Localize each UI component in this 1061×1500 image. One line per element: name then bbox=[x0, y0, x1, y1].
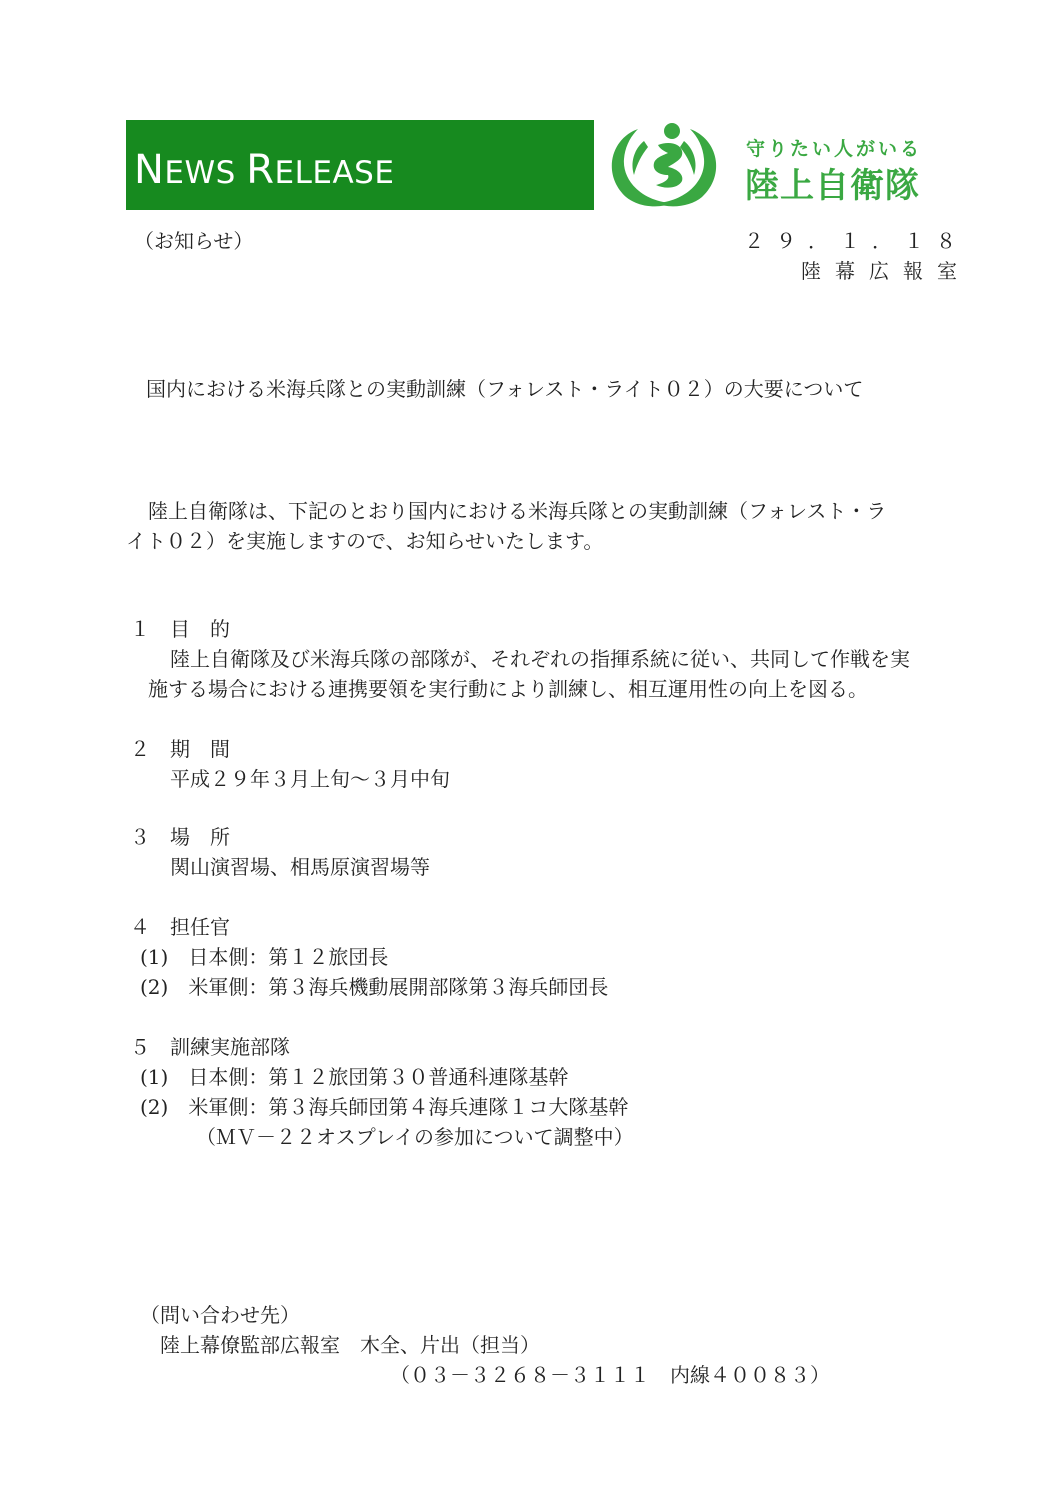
section-place-body: 関山演習場、相馬原演習場等 bbox=[170, 855, 430, 879]
banner-letter-n: N bbox=[134, 147, 165, 193]
issuer: 陸幕広報室 bbox=[801, 259, 971, 283]
logo-org-name: 陸上自衛隊 bbox=[745, 166, 920, 206]
section-period-body: 平成２９年３月上旬～３月中旬 bbox=[170, 767, 450, 791]
contact-phone: （０３－３２６８－３１１１ 内線４００８３） bbox=[390, 1363, 830, 1387]
intro-line-1: 陸上自衛隊は、下記のとおり国内における米海兵隊との実動訓練（フォレスト・ラ bbox=[148, 499, 887, 523]
section-place-heading: ３ 場 所 bbox=[130, 825, 230, 849]
section-units-item-2: (2) 米軍側：第３海兵師団第４海兵連隊１コ大隊基幹 bbox=[140, 1095, 629, 1119]
contact-heading: （問い合わせ先） bbox=[140, 1303, 300, 1327]
section-units-heading: ５ 訓練実施部隊 bbox=[130, 1035, 290, 1059]
release-date: ２９．１．１８ bbox=[744, 229, 968, 253]
banner-letters-elease: ELEASE bbox=[274, 155, 395, 191]
banner-letters-ews: EWS bbox=[164, 155, 247, 191]
section-purpose-line-1: 陸上自衛隊及び米海兵隊の部隊が、それぞれの指揮系統に従い、共同して作戦を実 bbox=[170, 647, 910, 671]
gsdf-logo-icon bbox=[598, 117, 730, 209]
section-officer-item-2: (2) 米軍側：第３海兵機動展開部隊第３海兵師団長 bbox=[140, 975, 609, 999]
notice-label: （お知らせ） bbox=[134, 229, 254, 253]
section-officer-item-1: (1) 日本側：第１２旅団長 bbox=[140, 945, 389, 969]
section-officer-heading: ４ 担任官 bbox=[130, 915, 230, 939]
section-period-heading: ２ 期 間 bbox=[130, 737, 230, 761]
section-units-item-1: (1) 日本側：第１２旅団第３０普通科連隊基幹 bbox=[140, 1065, 569, 1089]
logo-tagline: 守りたい人がいる bbox=[746, 138, 923, 160]
section-units-note: （ＭＶ－２２オスプレイの参加について調整中） bbox=[196, 1125, 634, 1149]
contact-office: 陸上幕僚監部広報室 木全、片出（担当） bbox=[160, 1333, 540, 1357]
news-release-banner bbox=[126, 120, 594, 210]
document-title: 国内における米海兵隊との実動訓練（フォレスト・ライト０２）の大要について bbox=[146, 377, 864, 401]
section-purpose-heading: １ 目 的 bbox=[130, 617, 230, 641]
intro-line-2: イト０２）を実施しますので、お知らせいたします。 bbox=[126, 529, 604, 553]
banner-letter-r: R bbox=[246, 147, 275, 193]
section-purpose-line-2: 施する場合における連携要領を実行動により訓練し、相互運用性の向上を図る。 bbox=[148, 677, 868, 701]
news-release-title bbox=[126, 137, 394, 193]
